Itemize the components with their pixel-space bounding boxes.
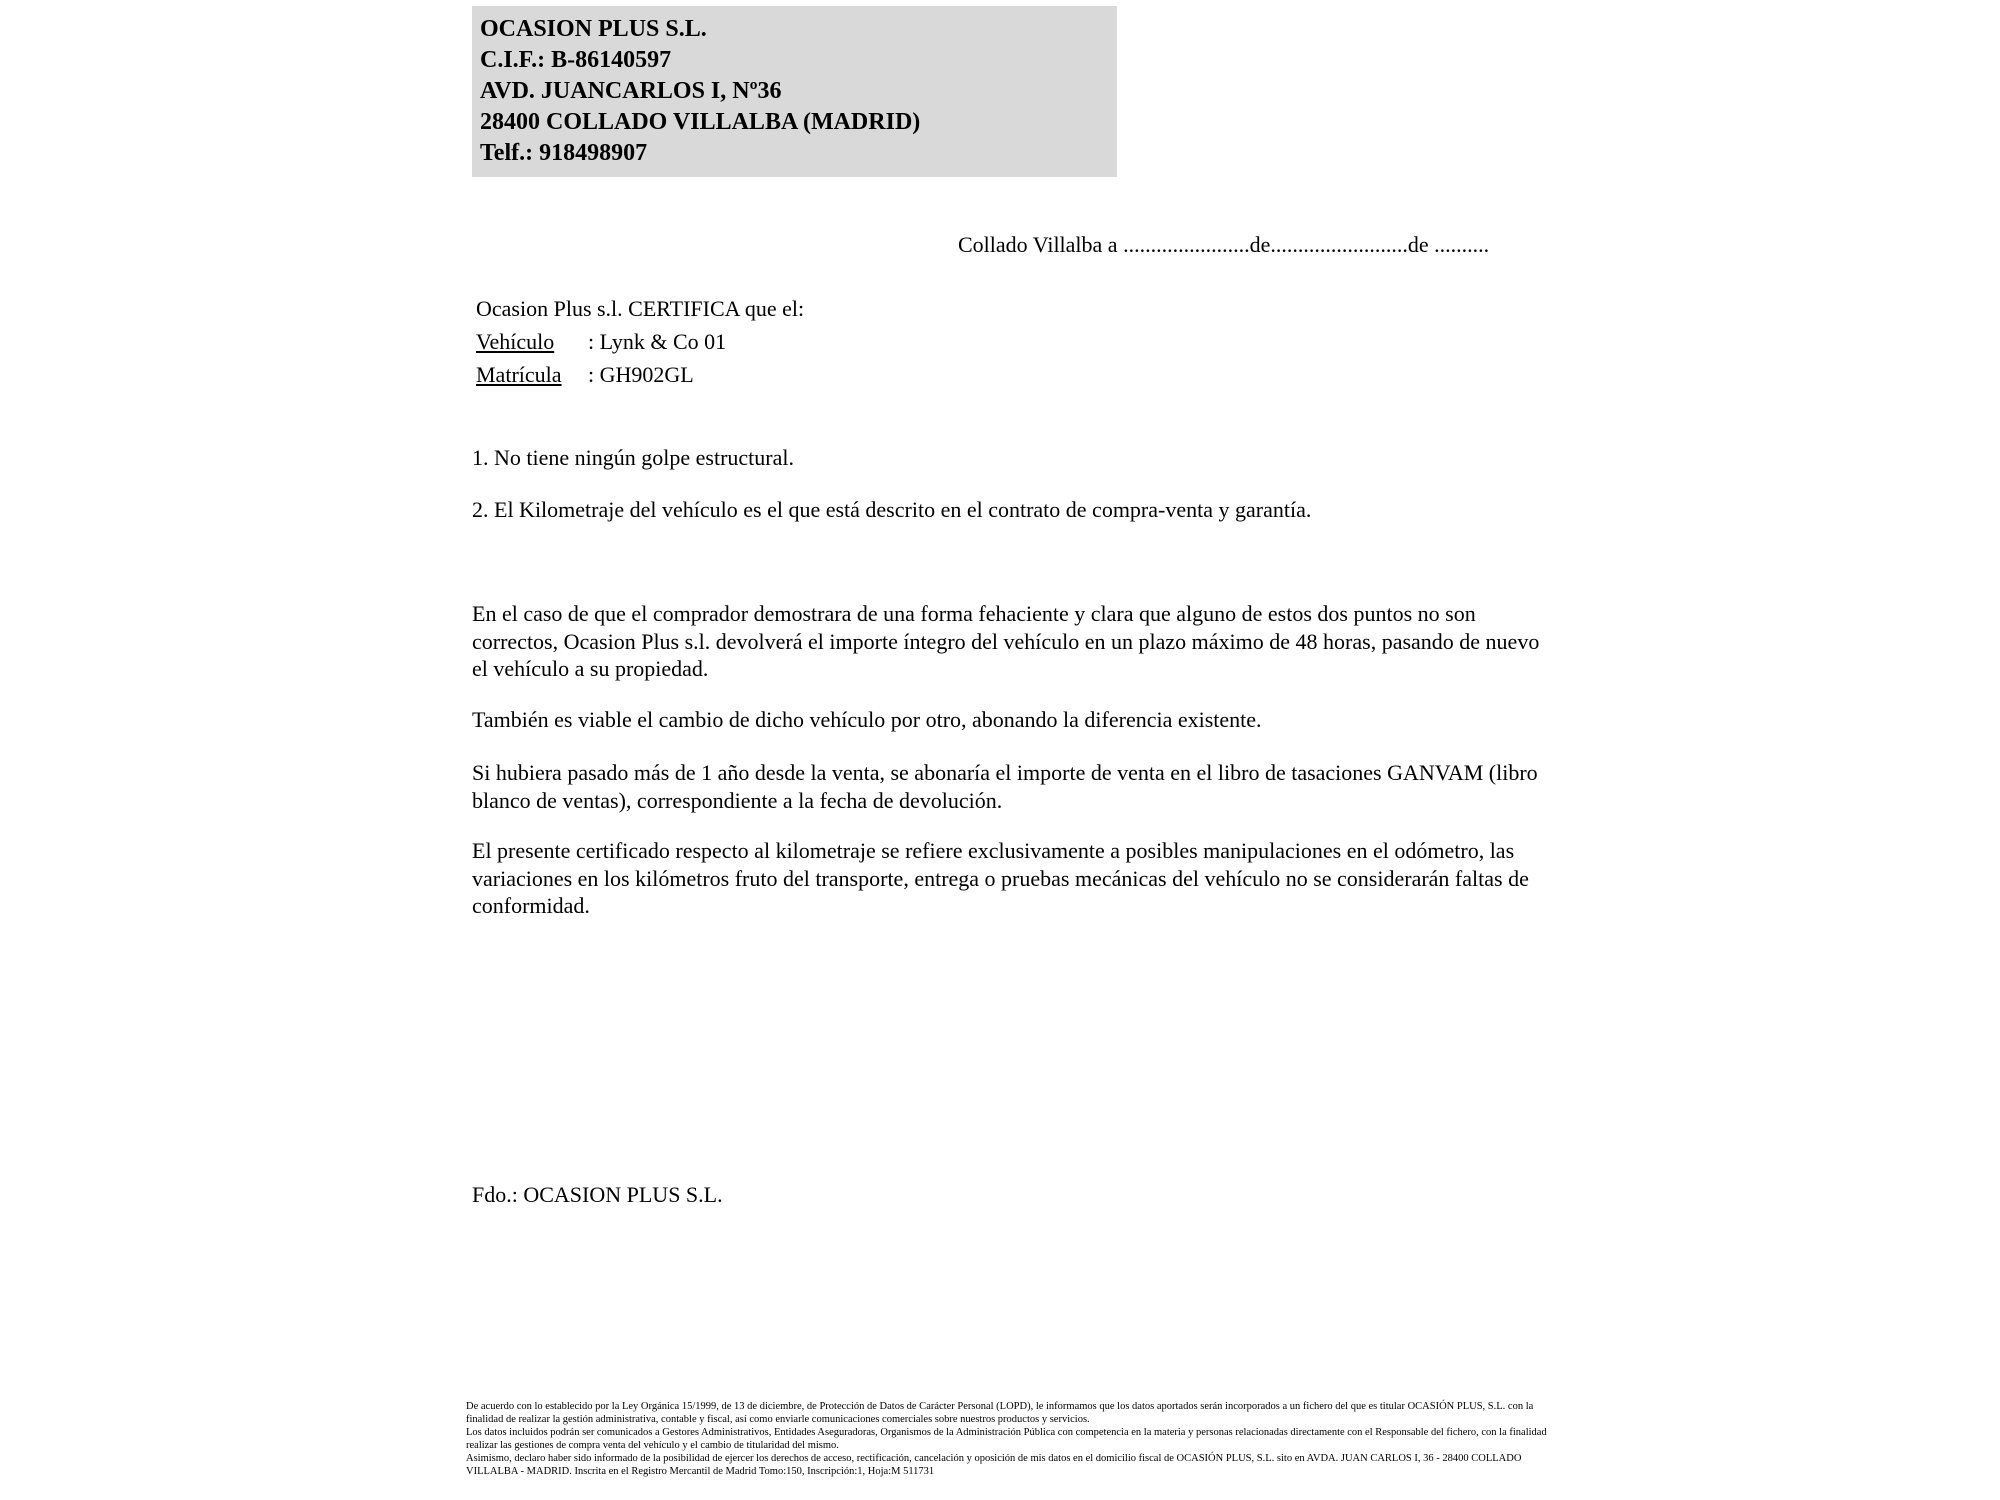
company-address: AVD. JUANCARLOS I, Nº36 [480,78,782,104]
signature-line: Fdo.: OCASION PLUS S.L. [472,1182,723,1207]
paragraph-ganvam: Si hubiera pasado más de 1 año desde la venta, se abonaría el importe de venta en el libro de tasaciones GANVAM (libro blanco de ventas), correspondiente a la fecha de devolución. [472,760,1538,813]
vehicle-label: Vehículo [476,329,555,354]
paragraph-refund: En el caso de que el comprador demostrara de una forma fehaciente y clara que alguno de estos dos puntos no son correctos, Ocasion Plus s.l. devolverá el importe íntegro del vehículo en un plazo máximo de 48 horas, pasando de nuevo el vehículo a su propiedad. [472,601,1540,681]
certify-intro: Ocasion Plus s.l. CERTIFICA que el: [476,296,805,321]
vehicle-row [476,325,804,358]
legal-footer [466,1400,1561,1478]
date-blank-line: Collado Villalba a .......................de.........................de .......... [958,232,1490,257]
paragraph-odometer: El presente certificado respecto al kilometraje se refiere exclusivamente a posibles manipulaciones en el odómetro, las variaciones en los kilómetros fruto del transporte, entrega o pruebas mecánicas del vehículo no se considerarán faltas de conformidad. [472,838,1529,918]
company-name: OCASION PLUS S.L. [480,16,707,42]
plate-row [476,358,804,391]
point-mileage: 2. El Kilometraje del vehículo es el que está descrito en el contrato de compra-venta y garantía. [472,497,1312,522]
paragraph-exchange: También es viable el cambio de dicho vehículo por otro, abonando la diferencia existente. [472,707,1262,732]
legal-paragraph-lopd: De acuerdo con lo establecido por la Ley Orgánica 15/1999, de 13 de diciembre, de Protección de Datos de Carácter Personal (LOPD), le informamos que los datos aportados serán incorporados a un fichero del que es titular OCASIÓN PLUS, S.L. con la finalidad de realizar la gestión administrativa, contable y fiscal, así como enviarle comunicaciones comerciales sobre nuestros productos y servicios. [466,1401,1534,1425]
company-city: 28400 COLLADO VILLALBA (MADRID) [480,109,921,135]
vehicle-value: : Lynk & Co 01 [588,329,727,354]
plate-label: Matrícula [476,362,562,387]
company-phone: Telf.: 918498907 [480,140,648,166]
legal-paragraph-derechos: Asimismo, declaro haber sido informado de la posibilidad de ejercer los derechos de acceso, rectificación, cancelación y oposición de mis datos en el domicilio fiscal de OCASIÓN PLUS, S.L. sito en AVDA. JUAN CARLOS I, 36 - 28400 COLLADO VILLALBA - MADRID. Inscrita en el Registro Mercantil de Madrid Tomo:150, Inscripción:1, Hoja:M 511731 [466,1453,1522,1477]
plate-value: : GH902GL [588,362,694,387]
legal-paragraph-datos: Los datos incluidos podrán ser comunicados a Gestores Administrativos, Entidades Aseguradoras, Organismos de la Administración Pública con competencia en la materia y personas relacionadas directamente con el Responsable del fichero, con la finalidad realizar las gestiones de compra venta del vehículo y el cambio de titularidad del mismo. [466,1427,1547,1451]
company-header [472,6,1117,177]
certify-block [476,292,804,391]
company-cif: C.I.F.: B-86140597 [480,47,672,73]
point-structural: 1. No tiene ningún golpe estructural. [472,445,794,470]
